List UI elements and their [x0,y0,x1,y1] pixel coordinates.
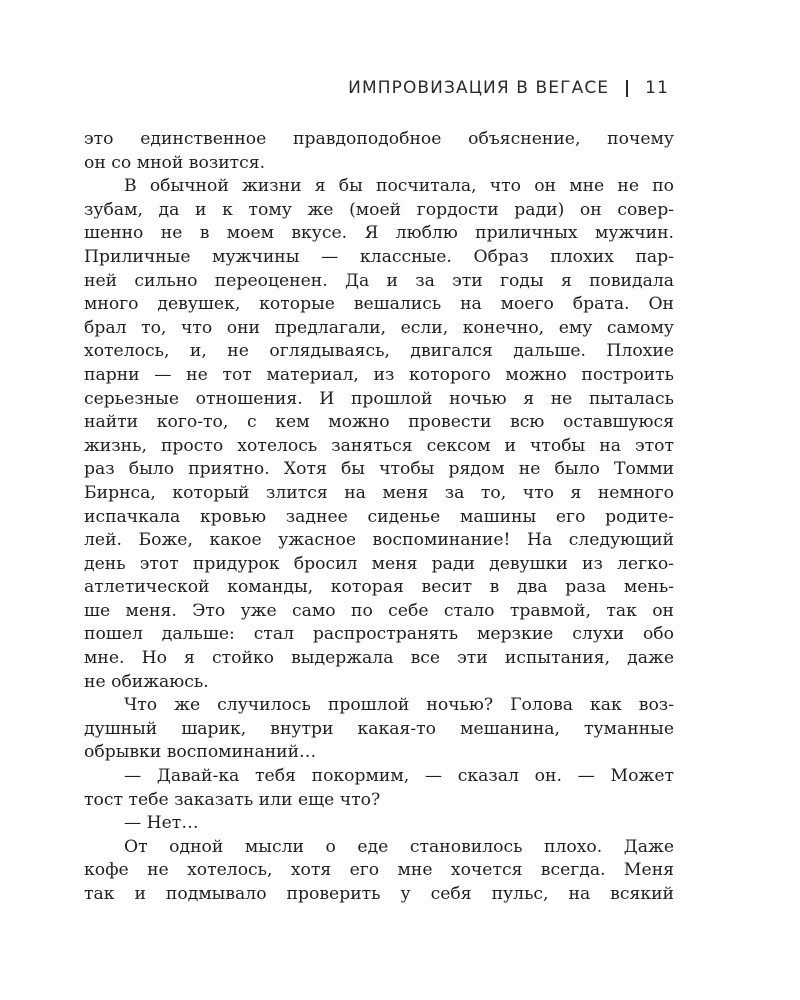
text-line: серьезные отношения. И прошлой ночью я не пыталась [84,388,674,409]
text-line: он со мной возится. [84,152,266,173]
text-line: ней сильно переоценен. Да и за эти годы я повидала [84,270,674,291]
running-head-title: ИМПРОВИЗАЦИЯ В ВЕГАСЕ [348,78,610,98]
text-line: — Нет… [124,813,199,834]
text-line: мне. Но я стойко выдержала все эти испытания, даже [84,648,674,669]
text-line: пошел дальше: стал распространять мерзкие слухи обо [84,624,674,645]
text-line: Что же случилось прошлой ночью? Голова как воз- [124,695,674,716]
text-line: парни — не тот материал, из которого можно построить [84,364,674,385]
text-line: душный шарик, внутри какая-то мешанина, туманные [84,718,674,739]
text-line: жизнь, просто хотелось заняться сексом и чтобы на этот [84,435,674,456]
text-line: много девушек, которые вешались на моего брата. Он [84,294,674,315]
text-line: не обижаюсь. [84,671,209,692]
text-line: Бирнса, который злится на меня за то, что я немного [84,482,674,503]
text-line: испачкала кровью заднее сиденье машины его родите- [84,506,674,527]
text-line: шенно не в моем вкусе. Я люблю приличных мужчин. [84,223,674,244]
text-line: ше меня. Это уже само по себе стало травмой, так он [84,600,674,621]
text-line: тост тебе заказать или еще что? [84,789,381,810]
text-line: найти кого-то, с кем можно провести всю оставшуюся [84,412,674,433]
text-line: кофе не хотелось, хотя его мне хочется всегда. Меня [84,860,674,881]
text-line: лей. Боже, какое ужасное воспоминание! На следующий [84,530,674,551]
text-line: атлетической команды, которая весит в два раза мень- [84,577,674,598]
text-line: В обычной жизни я бы посчитала, что он мне не по [124,176,674,197]
text-line: брал то, что они предлагали, если, конечно, ему самому [84,317,674,338]
page-number: 11 [645,78,669,98]
page-body-text [84,128,674,907]
text-line: Приличные мужчины — классные. Образ плохих пар- [84,246,674,267]
running-head-separator [626,80,628,97]
text-line: зубам, да и к тому же (моей гордости ради) он совер- [84,199,674,220]
text-line: это единственное правдоподобное объяснение, почему [84,129,674,149]
text-line: раз было приятно. Хотя бы чтобы рядом не было Томми [84,459,674,480]
text-line: обрывки воспоминаний… [84,742,317,763]
text-line: От одной мысли о еде становилось плохо. Даже [124,836,674,857]
text-line: так и подмывало проверить у себя пульс, на всякий [84,884,674,904]
running-head [348,78,669,98]
text-line: день этот придурок бросил меня ради девушки из легко- [84,553,674,574]
text-line: — Давай-ка тебя покормим, — сказал он. — Может [124,766,674,787]
text-line: хотелось, и, не оглядываясь, двигался дальше. Плохие [84,341,674,362]
